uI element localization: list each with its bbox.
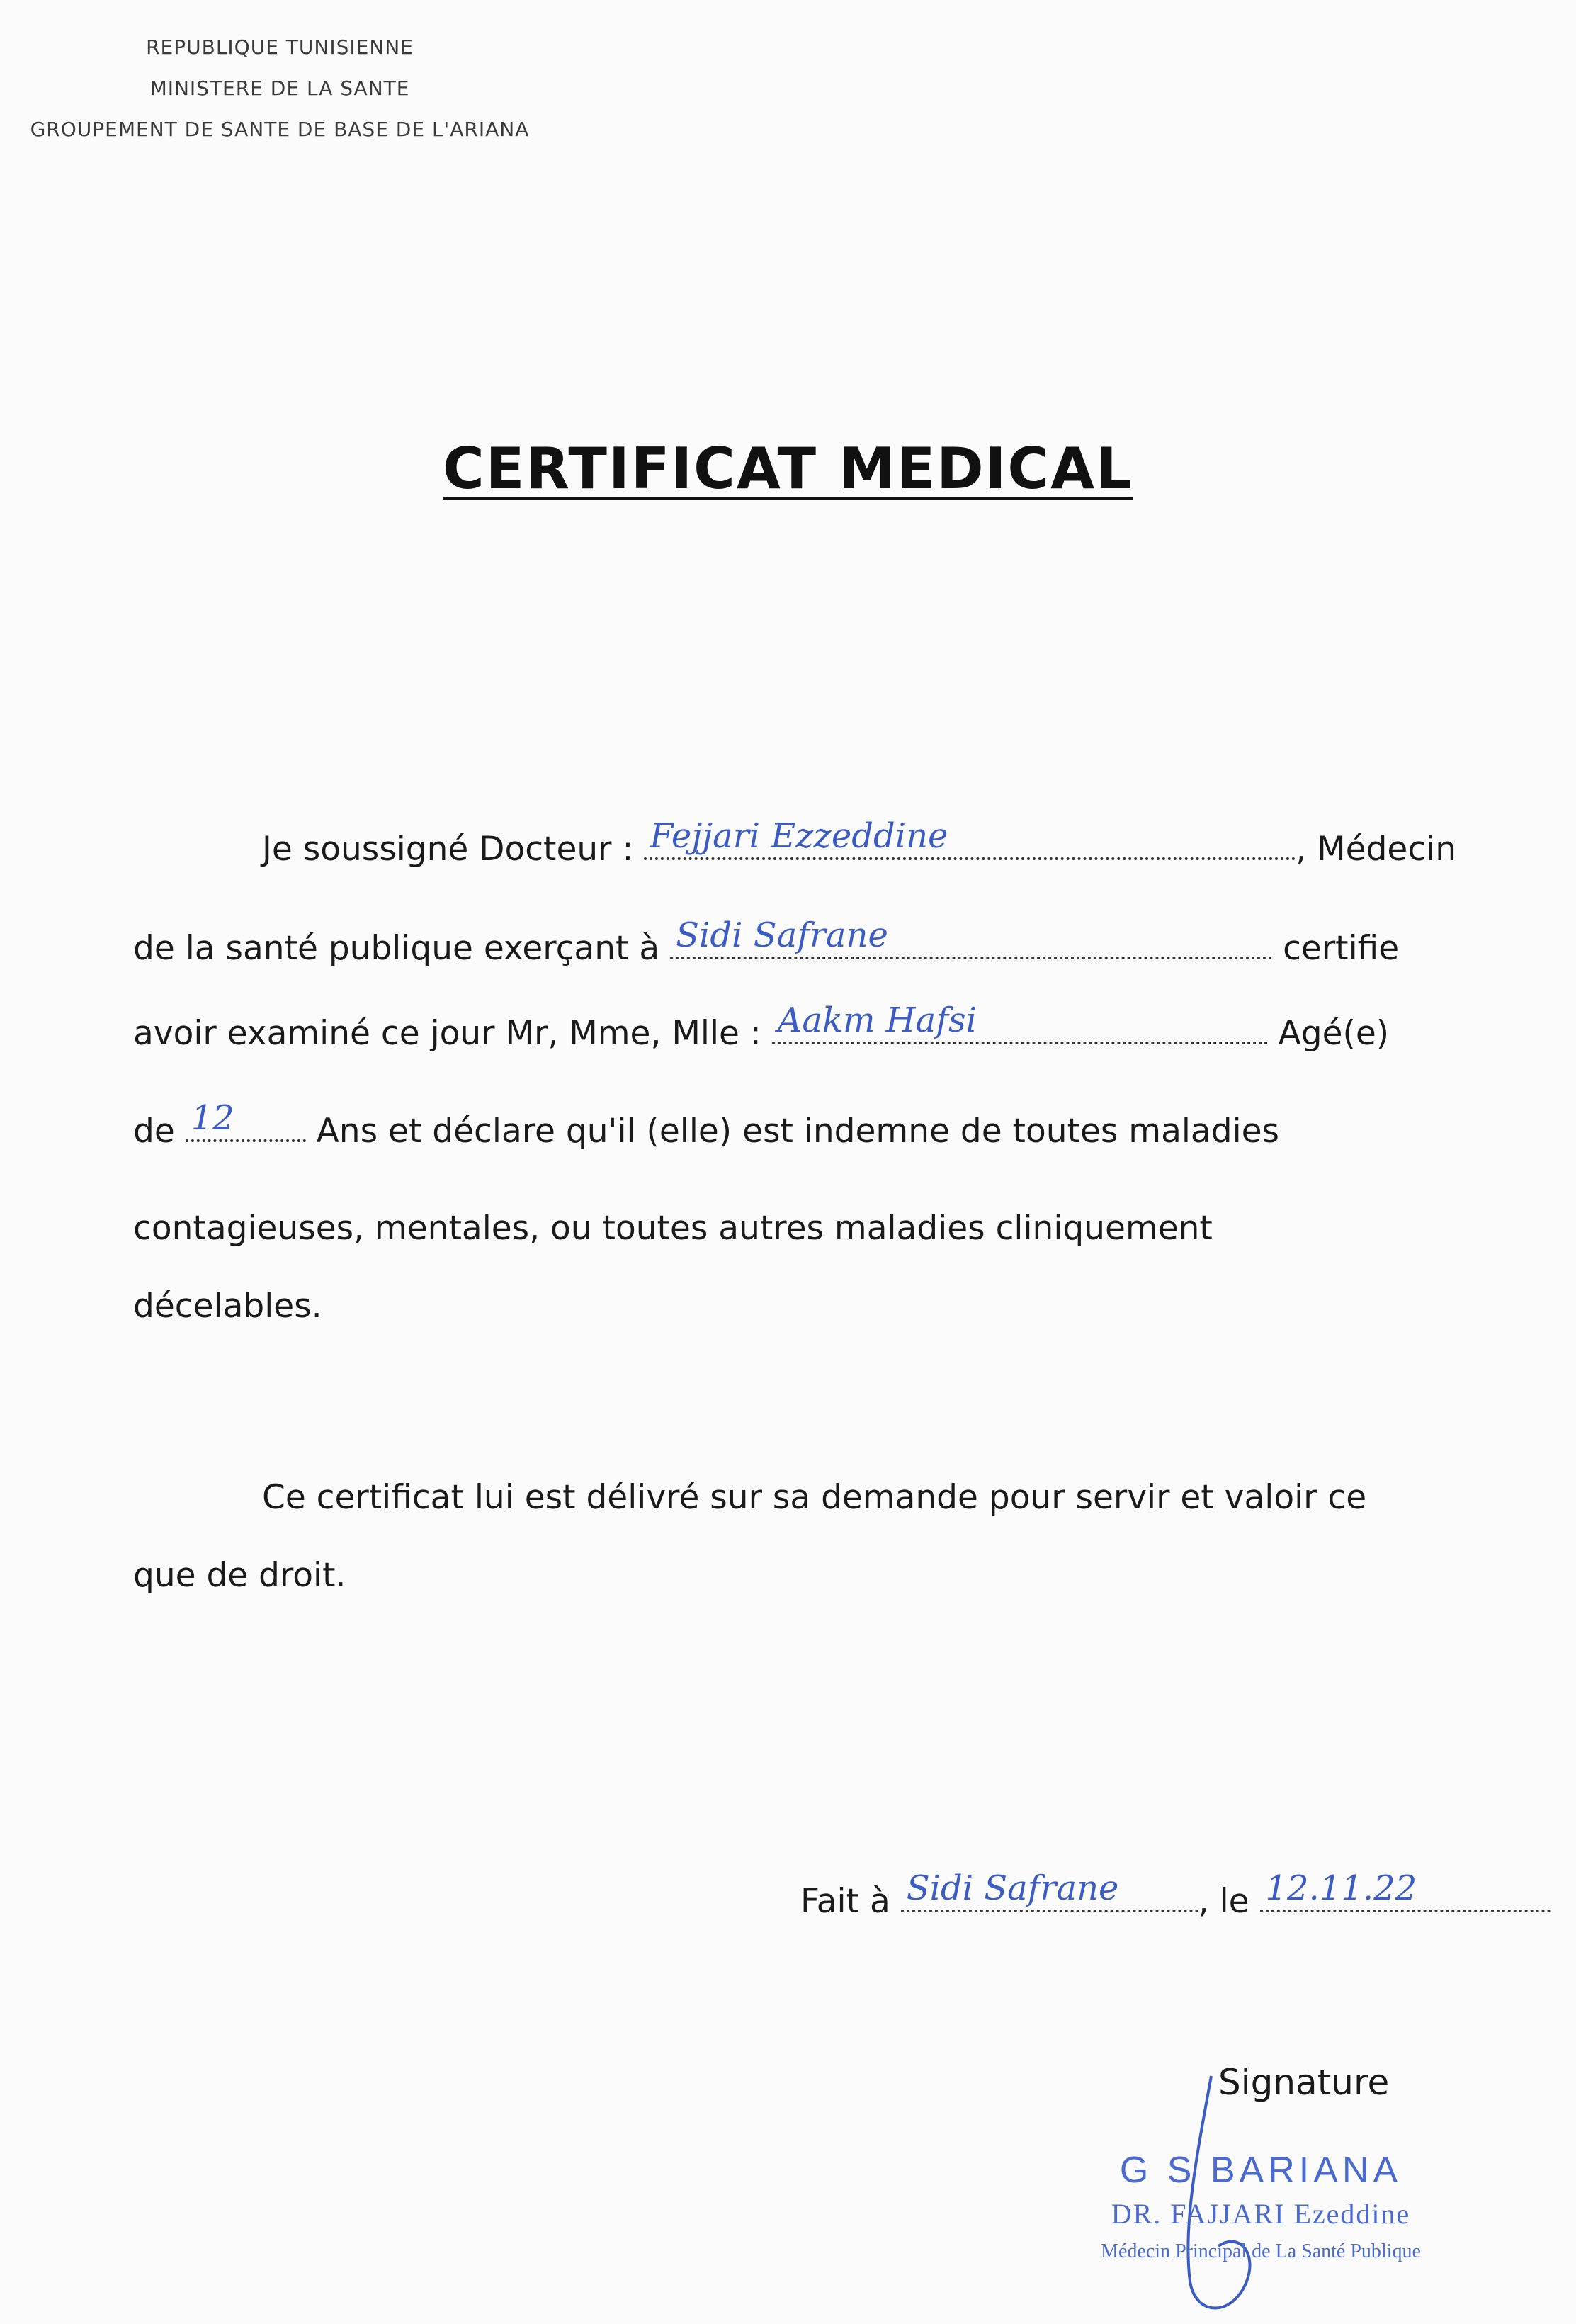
stamp-line-gs-bariana: G S BARIANA bbox=[1119, 2150, 1402, 2191]
delivery-line-1: Ce certificat lui est délivré sur sa demande pour servir et valoir ce bbox=[262, 1478, 1367, 1517]
declaration-line-2: contagieuses, mentales, ou toutes autres maladies cliniquement bbox=[133, 1209, 1213, 1248]
date-field bbox=[1260, 1868, 1551, 1912]
de-text: de bbox=[133, 1112, 175, 1151]
age-line bbox=[133, 1098, 1280, 1151]
declaration-text: Ans et déclare qu'il (elle) est indemne de toutes maladies bbox=[316, 1112, 1280, 1151]
patient-line bbox=[133, 1000, 1390, 1053]
official-stamp bbox=[1077, 2147, 1445, 2269]
doctor-name-field bbox=[644, 816, 1296, 860]
delivery-line-2: que de droit. bbox=[133, 1556, 346, 1595]
fait-line bbox=[800, 1868, 1551, 1921]
practice-place-handwritten: Sidi Safrane bbox=[676, 915, 888, 955]
age-handwritten: 12 bbox=[191, 1098, 234, 1138]
doctor-line bbox=[262, 816, 1457, 869]
fait-label: Fait à bbox=[800, 1882, 890, 1921]
patient-label: avoir examiné ce jour Mr, Mme, Mlle : bbox=[133, 1014, 761, 1053]
patient-name-field bbox=[772, 1000, 1268, 1044]
fait-place-field bbox=[901, 1868, 1198, 1912]
header-line-republique: REPUBLIQUE TUNISIENNE bbox=[146, 35, 414, 59]
doctor-label: Je soussigné Docteur : bbox=[262, 830, 634, 869]
date-handwritten: 12.11.22 bbox=[1265, 1868, 1417, 1908]
place-line bbox=[133, 915, 1400, 968]
practice-place-field bbox=[670, 915, 1272, 959]
stamp-line-doctor: DR. FAJJARI Ezeddine bbox=[1111, 2198, 1411, 2230]
stamp-line-title: Médecin Principal de La Santé Publique bbox=[1101, 2240, 1421, 2262]
age-label: Agé(e) bbox=[1278, 1014, 1390, 1053]
certifie-text: certifie bbox=[1283, 929, 1400, 968]
document-title: CERTIFICAT MEDICAL bbox=[443, 436, 1133, 502]
patient-name-handwritten: Aakm Hafsi bbox=[777, 1000, 977, 1040]
ministry-header bbox=[0, 27, 560, 150]
place-label: de la santé publique exerçant à bbox=[133, 929, 660, 968]
header-line-ministere: MINISTERE DE LA SANTE bbox=[149, 77, 410, 100]
signature-label: Signature bbox=[1218, 2062, 1390, 2103]
age-field bbox=[186, 1098, 306, 1142]
declaration-line-3: décelables. bbox=[133, 1287, 322, 1326]
fait-place-handwritten: Sidi Safrane bbox=[906, 1868, 1119, 1908]
doctor-name-handwritten: Fejjari Ezzeddine bbox=[650, 816, 948, 856]
date-label: , le bbox=[1198, 1882, 1249, 1921]
medecin-text: , Médecin bbox=[1296, 830, 1457, 869]
header-line-groupement: GROUPEMENT DE SANTE DE BASE DE L'ARIANA bbox=[30, 118, 530, 141]
